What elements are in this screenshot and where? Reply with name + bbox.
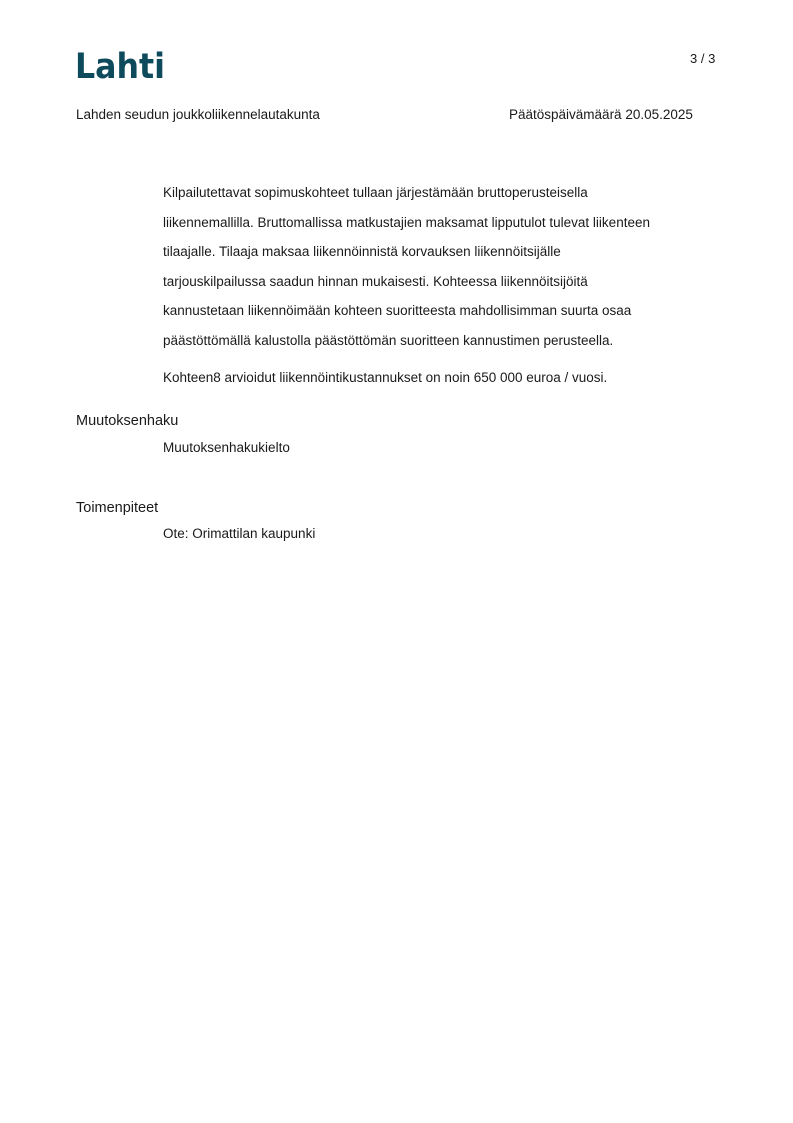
decision-date: Päätöspäivämäärä 20.05.2025: [509, 107, 693, 122]
lahti-logo: [75, 46, 167, 82]
page-number: 3 / 3: [690, 51, 716, 66]
appeal-content: Muutoksenhakukielto: [163, 440, 290, 455]
paragraph-line: tilaajalle. Tilaaja maksaa liikennöinnistä korvauksen liikennöitsijälle: [163, 244, 561, 260]
paragraph-line: liikennemallilla. Bruttomallissa matkustajien maksamat lipputulot tulevat liikenteen: [163, 214, 650, 230]
paragraph-line: tarjouskilpailussa saadun hinnan mukaisesti. Kohteessa liikennöitsijöitä: [163, 273, 588, 289]
svg-text:Lahti: Lahti: [75, 47, 165, 82]
paragraph-line: päästöttömällä kalustolla päästöttömän suoritteen kannustimen perusteella.: [163, 332, 614, 348]
actions-heading: Toimenpiteet: [76, 500, 159, 516]
cost-paragraph: Kohteen8 arvioidut liikennöintikustannukset on noin 650 000 euroa / vuosi.: [163, 370, 608, 385]
paragraph-line: kannustetaan liikennöimään kohteen suoritteesta mahdollisimman suurta osaa: [163, 303, 632, 319]
appeal-heading: Muutoksenhaku: [76, 413, 179, 429]
main-paragraph: [163, 178, 723, 356]
organization-name: Lahden seudun joukkoliikennelautakunta: [76, 107, 320, 122]
actions-content: Ote: Orimattilan kaupunki: [163, 526, 316, 541]
paragraph-line: Kilpailutettavat sopimuskohteet tullaan järjestämään bruttoperusteisella: [163, 185, 588, 200]
